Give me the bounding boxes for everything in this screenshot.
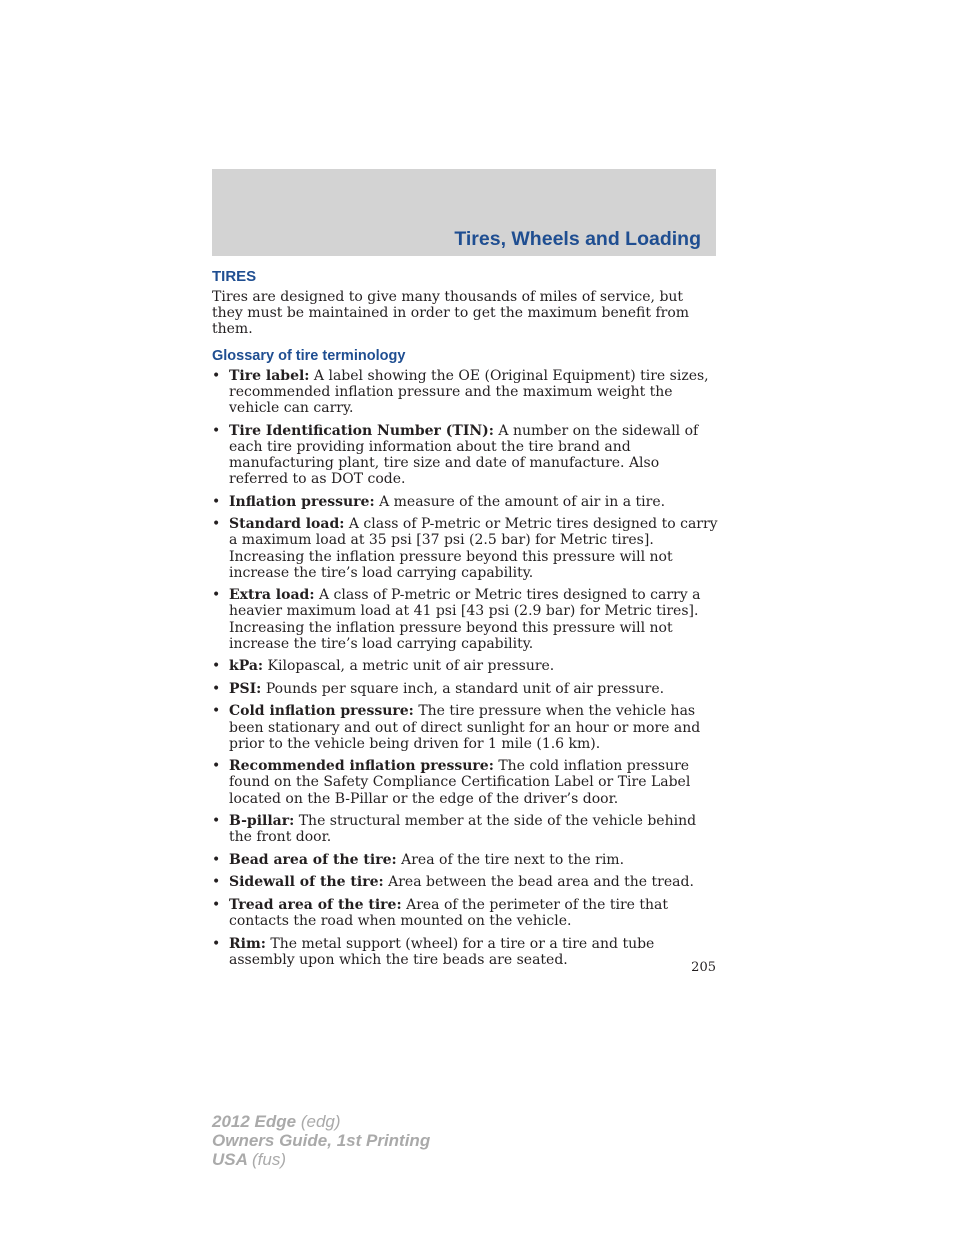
section-heading: TIRES: [212, 268, 257, 285]
glossary-term: Extra load:: [229, 587, 315, 604]
glossary-term: B-pillar:: [229, 813, 295, 830]
glossary-term: Standard load:: [229, 516, 345, 533]
glossary-item: [212, 703, 718, 752]
glossary-item: [212, 516, 718, 581]
footer-model-code: (edg): [300, 1112, 341, 1131]
glossary-definition: A label showing the OE (Original Equipment) tire sizes, recommended inflation pressure and the maximum weight the vehicle can carry.: [229, 367, 709, 417]
glossary-item: [212, 874, 718, 890]
glossary-term: Bead area of the tire:: [229, 851, 397, 868]
glossary-item: [212, 852, 718, 868]
glossary-term: Inflation pressure:: [229, 493, 375, 510]
bullet-icon: •: [212, 935, 221, 952]
glossary-item: [212, 494, 718, 510]
bullet-icon: •: [212, 587, 221, 604]
bullet-icon: •: [212, 874, 221, 891]
glossary-item: [212, 587, 718, 652]
glossary-definition: A class of P-metric or Metric tires designed to carry a maximum load at 35 psi [37 psi (2.5 bar) for Metric tires]. Increasing the inflation pressure beyond this pressure will not increase the tire’s load carrying capability.: [229, 516, 718, 581]
bullet-icon: •: [212, 758, 221, 775]
bullet-icon: •: [212, 658, 221, 675]
chapter-title: Tires, Wheels and Loading: [454, 228, 701, 250]
footer-edition: Owners Guide, 1st Printing: [212, 1131, 431, 1150]
glossary-term: Rim:: [229, 935, 266, 952]
footer-line-model: [212, 1112, 430, 1131]
intro-paragraph: Tires are designed to give many thousands of miles of service, but they must be maintained in order to get the maximum benefit from them.: [212, 289, 690, 338]
glossary-definition: The structural member at the side of the vehicle behind the front door.: [229, 813, 697, 846]
glossary-list: [212, 368, 718, 968]
glossary-term: Tire Identification Number (TIN):: [229, 422, 494, 439]
bullet-icon: •: [212, 680, 221, 697]
glossary-item: [212, 681, 718, 697]
glossary-item: [212, 368, 718, 417]
bullet-icon: •: [212, 367, 221, 384]
footer-model: 2012 Edge: [212, 1112, 297, 1131]
glossary-heading: Glossary of tire terminology: [212, 347, 406, 364]
glossary-term: PSI:: [229, 680, 262, 697]
glossary-definition: A number on the sidewall of each tire providing information about the tire brand and manufacturing plant, tire size and date of manufacture. Also referred to as DOT code.: [229, 422, 699, 488]
glossary-term: Tire label:: [229, 367, 310, 384]
glossary-definition: The cold inflation pressure found on the Safety Compliance Certification Label or Tire Label located on the B-Pillar or the edge of the driver’s door.: [229, 758, 691, 807]
glossary-term: kPa:: [229, 658, 264, 675]
bullet-icon: •: [212, 422, 221, 439]
bullet-icon: •: [212, 813, 221, 830]
glossary-term: Sidewall of the tire:: [229, 874, 384, 891]
bullet-icon: •: [212, 493, 221, 510]
glossary-definition: A measure of the amount of air in a tire.: [379, 493, 666, 510]
page-content: [212, 267, 718, 974]
glossary-term: Tread area of the tire:: [229, 896, 402, 913]
page-number: 205: [691, 960, 716, 975]
glossary-item: [212, 423, 718, 488]
glossary-item: [212, 758, 718, 807]
glossary-definition: A class of P-metric or Metric tires designed to carry a heavier maximum load at 41 psi [43 psi (2.9 bar) for Metric tires]. Increasing the inflation pressure beyond this pressure will not increase the tire’s load carrying capability.: [229, 587, 701, 652]
document-footer: [212, 1112, 430, 1169]
glossary-definition: Kilopascal, a metric unit of air pressure.: [267, 658, 555, 675]
glossary-item: [212, 813, 718, 845]
footer-market-code: (fus): [252, 1150, 286, 1169]
chapter-header-band: [212, 169, 716, 256]
footer-market: USA: [212, 1150, 248, 1169]
bullet-icon: •: [212, 851, 221, 868]
glossary-item: [212, 936, 718, 968]
glossary-definition: Area of the perimeter of the tire that contacts the road when mounted on the vehicle.: [229, 896, 669, 930]
glossary-definition: Area of the tire next to the rim.: [401, 851, 625, 868]
glossary-definition: The tire pressure when the vehicle has been stationary and out of direct sunlight for an hour or more and prior to the vehicle being driven for 1 mile (1.6 km).: [229, 703, 701, 752]
glossary-term: Recommended inflation pressure:: [229, 758, 494, 775]
glossary-definition: The metal support (wheel) for a tire or a tire and tube assembly upon which the tire beads are seated.: [229, 935, 655, 968]
glossary-term: Cold inflation pressure:: [229, 703, 414, 720]
bullet-icon: •: [212, 896, 221, 913]
glossary-definition: Pounds per square inch, a standard unit of air pressure.: [265, 680, 665, 697]
bullet-icon: •: [212, 516, 221, 533]
glossary-definition: Area between the bead area and the tread.: [388, 874, 694, 891]
footer-line-market: [212, 1150, 430, 1169]
glossary-item: [212, 897, 718, 929]
bullet-icon: •: [212, 703, 221, 720]
glossary-item: [212, 658, 718, 674]
